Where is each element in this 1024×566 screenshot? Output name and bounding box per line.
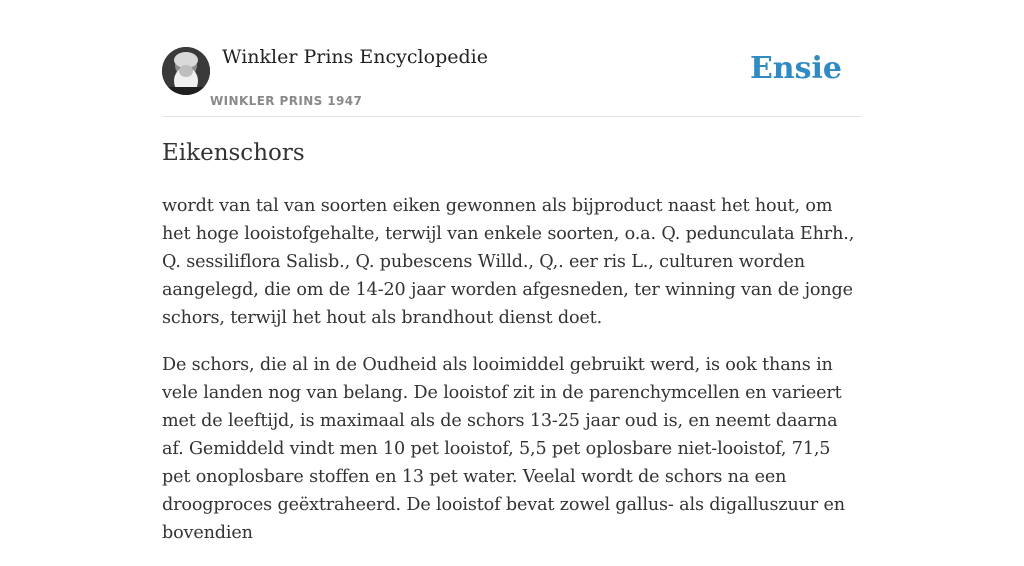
article-paragraph: wordt van tal van soorten eiken gewonnen als bijproduct naast het hout, om het hoge looistofgehalte, terwijl van enkele soorten, o.a. Q. pedunculata Ehrh., Q. sessiliflora Salisb., Q. pubescens Willd., Q,. eer ris L., culturen worden aangelegd, die om de 14-20 jaar worden afgesneden, ter winning van de jonge schors, terwijl het hout als brandhout dienst doet. [162,196,855,328]
portrait-icon [162,47,210,95]
source-subtitle[interactable]: WINKLER PRINS 1947 [210,94,363,108]
article-paragraph: De schors, die al in de Oudheid als looimiddel gebruikt werd, is ook thans in vele landen nog van belang. De looistof zit in de parenchymcellen en varieert met de leeftijd, is maximaal als de schors 13-25 jaar oud is, en neemt daarna af. Gemiddeld vindt men 10 pet looistof, 5,5 pet oplosbare niet-looistof, 71,5 pet onoplosbare stoffen en 13 pet water. Veelal wordt de schors na een droogproces geëxtraheerd. De looistof bevat zowel gallus- als digalluszuur en bovendien [162,355,845,543]
page-header [162,0,862,117]
article-title: Eikenschors [162,140,305,166]
source-title[interactable]: Winkler Prins Encyclopedie [222,46,488,68]
brand-logo[interactable]: Ensie [749,51,842,86]
article-body [162,192,862,566]
page-container [162,0,862,543]
author-avatar[interactable] [162,47,210,95]
